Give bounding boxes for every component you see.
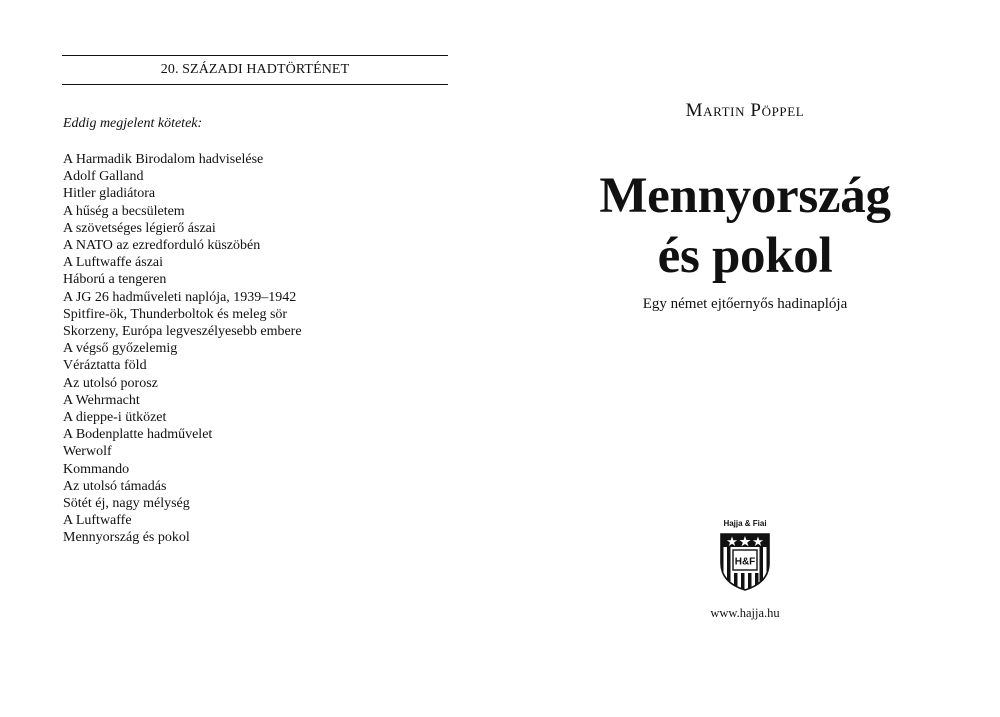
published-volume-item: Kommando bbox=[63, 461, 130, 477]
published-volume-item: Véráztatta föld bbox=[63, 358, 147, 374]
published-volume-item: A hűség a becsületem bbox=[63, 203, 185, 219]
publisher-logo bbox=[713, 519, 777, 593]
published-volume-item: A végső győzelemig bbox=[63, 341, 178, 357]
published-volume-item: A szövetséges légierő ászai bbox=[63, 220, 216, 236]
published-volume-item: A Bodenplatte hadművelet bbox=[63, 427, 213, 443]
book-title bbox=[500, 166, 990, 286]
published-volume-item: A Luftwaffe bbox=[63, 513, 132, 529]
publisher-logo-wordmark: Hajja & Fiai bbox=[723, 519, 767, 528]
published-volume-item: A Wehrmacht bbox=[63, 392, 140, 408]
published-volume-item: Háború a tengeren bbox=[63, 272, 167, 288]
book-subtitle: Egy német ejtőernyős hadinaplója bbox=[642, 296, 848, 312]
author-name: Martin Pöppel bbox=[685, 100, 805, 121]
right-page bbox=[500, 0, 1000, 717]
published-volume-item: Spitfire-ök, Thunderboltok és meleg sör bbox=[63, 306, 288, 322]
series-bottom-rule bbox=[62, 84, 448, 85]
publisher-monogram: H&F bbox=[734, 556, 756, 568]
series-title: 20. SZÁZADI HADTÖRTÉNET bbox=[160, 62, 350, 77]
published-volume-item: Mennyország és pokol bbox=[63, 530, 190, 546]
publisher-website: www.hajja.hu bbox=[710, 606, 780, 620]
published-volume-item: A dieppe-i ütközet bbox=[63, 410, 167, 426]
published-volumes-list bbox=[63, 151, 302, 547]
published-volume-item: A NATO az ezredforduló küszöbén bbox=[63, 238, 261, 254]
published-volume-item: Skorzeny, Európa legveszélyesebb embere bbox=[63, 324, 302, 340]
published-volume-item: Adolf Galland bbox=[63, 169, 144, 185]
publisher-shield-icon bbox=[720, 533, 770, 591]
book-title-line-2: és pokol bbox=[657, 228, 833, 284]
published-volume-item: Sötét éj, nagy mélység bbox=[63, 496, 190, 512]
series-top-rule bbox=[62, 55, 448, 56]
published-volume-item: A Harmadik Birodalom hadviselése bbox=[63, 152, 264, 167]
published-volume-item: Az utolsó támadás bbox=[63, 478, 167, 494]
book-title-line-1: Mennyország bbox=[599, 168, 891, 224]
published-volume-item: A Luftwaffe ászai bbox=[63, 255, 164, 271]
published-volume-item: A JG 26 hadműveleti naplója, 1939–1942 bbox=[63, 289, 297, 305]
published-volumes-heading: Eddig megjelent kötetek: bbox=[63, 116, 203, 131]
published-volume-item: Hitler gladiátora bbox=[63, 186, 156, 202]
published-volume-item: Werwolf bbox=[63, 444, 112, 460]
published-volume-item: Az utolsó porosz bbox=[63, 375, 158, 391]
